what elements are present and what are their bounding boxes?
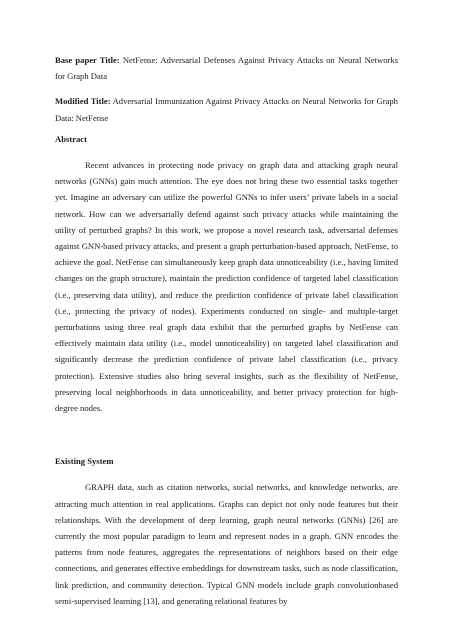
abstract-heading: Abstract [55,133,87,144]
document-content [55,52,398,609]
modified-text: Adversarial Immunization Against Privacy Attacks on Neural Networks for Graph Data: NetFense [55,96,398,123]
modified-label: Modified Title: [55,96,111,107]
abstract-body: Recent advances in protecting node privacy on graph data and attacking graph neural networks (GNNs) gain much attention. The eye does not bring these two essential tasks together yet. Imagine an adversary can utilize the powerful GNNs to infer users’ private labels in a social network. How can we adversarially defend against such privacy attacks while maintaining the utility of perturbed graphs? In this work, we propose a novel research task, adversarial defenses against GNN-based privacy attacks, and present a graph perturbation-based approach, NetFense, to achieve the goal. NetFense can simultaneously keep graph data unnoticeability (i.e., having limited changes on the graph structure), maintain the prediction confidence of targeted label classification (i.e., preserving data utility), and reduce the prediction confidence of private label classification (i.e., protecting the privacy of nodes). Experiments conducted on single- and multiple-target perturbations using three real graph data exhibit that the perturbed graphs by NetFense can effectively maintain data utility (i.e., model unnoticeability) on targeted label classification and significantly decrease the prediction confidence of private label classification (i.e., privacy protection). Extensive studies also bring several insights, such as the flexibility of NetFense, preserving local neighborhoods in data unnoticeability, and better privacy protection for high-degree nodes. [55,160,398,414]
section-spacer [55,416,398,453]
existing-system-body: GRAPH data, such as citation networks, social networks, and knowledge networks, are attracting much attention in real applications. Graphs can depict not only node features but their relationships. With the development of deep learning, graph neural networks (GNNs) [26] are currently the most popular paradigm to learn and represent nodes in a graph. GNN encodes the patterns from node features, aggregates the representations of neighbors based on their edge connections, and generates effective embeddings for downstream tasks, such as node classification, link prediction, and community detection. Typical GNN models include graph convolutionbased semi-supervised learning [13], and generating relational features by [55,482,398,606]
base-paper-title [55,52,398,84]
base-paper-label: Base paper Title: [55,55,120,65]
existing-system-heading: Existing System [55,456,114,467]
base-paper-text: NetFense: Adversarial Defenses Against Privacy Attacks on Neural Networks for Graph Data [55,55,398,82]
modified-title [55,93,398,125]
